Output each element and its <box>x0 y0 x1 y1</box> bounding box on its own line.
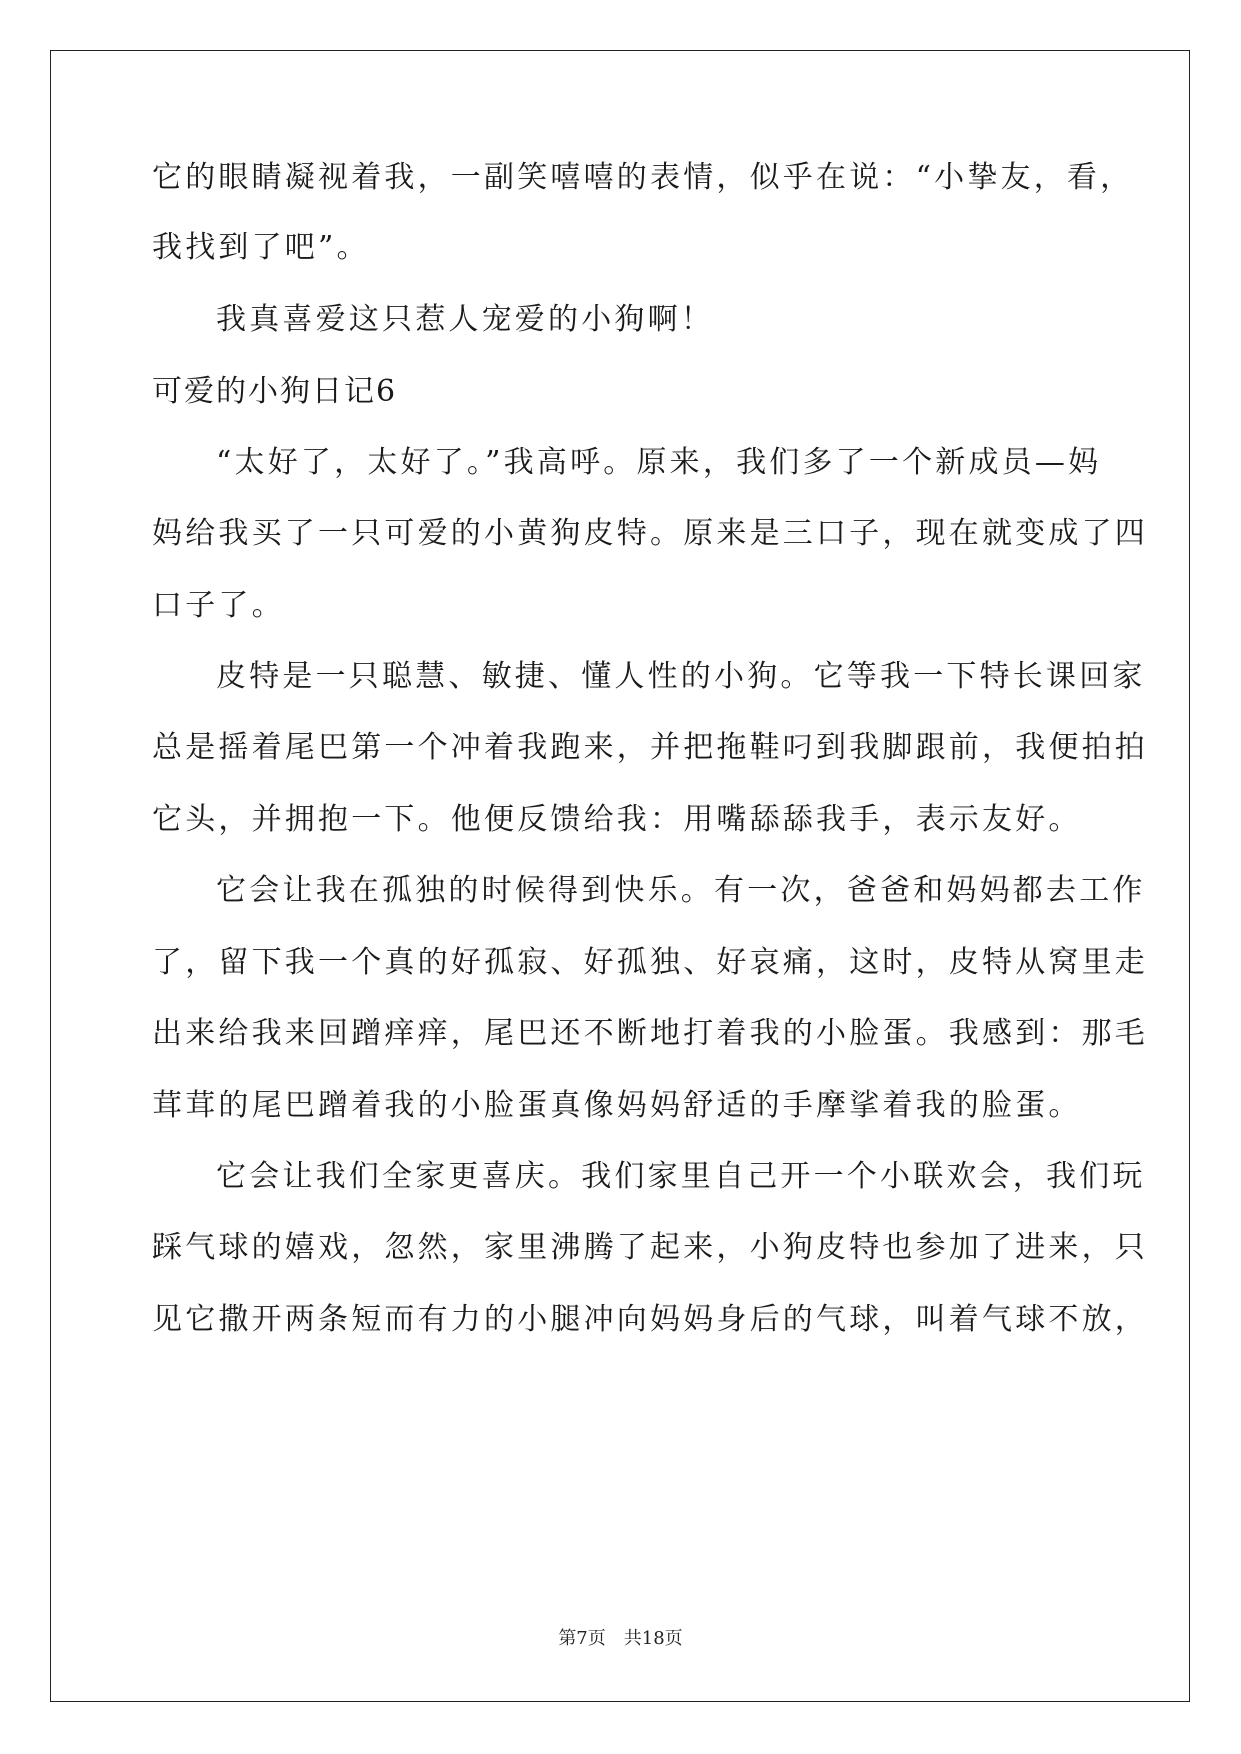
text-line: 它的眼睛凝视着我，一副笑嘻嘻的表情，似乎在说：“小挚友，看， <box>152 160 1134 195</box>
page-footer <box>0 1627 1241 1651</box>
text-line: 出来给我来回蹭痒痒，尾巴还不断地打着我的小脸蛋。我感到：那毛 <box>152 1016 1148 1051</box>
text-line: 它头，并拥抱一下。他便反馈给我：用嘴舔舔我手，表示友好。 <box>152 802 1082 837</box>
paragraph-line: 皮特是一只聪慧、敏捷、懂人性的小狗。它等我一下特长课回家 <box>216 659 1146 694</box>
paragraph-line: 我真喜爱这只惹人宠爱的小狗啊！ <box>216 302 714 337</box>
text-line: 我找到了吧”。 <box>152 230 370 265</box>
page-number: 第7页 <box>558 1628 606 1649</box>
text-line: 踩气球的嬉戏，忽然，家里沸腾了起来，小狗皮特也参加了进来，只 <box>152 1230 1148 1265</box>
text-line: 茸茸的尾巴蹭着我的小脸蛋真像妈妈舒适的手摩挲着我的脸蛋。 <box>152 1088 1082 1123</box>
text-line: 了，留下我一个真的好孤寂、好孤独、好哀痛，这时，皮特从窝里走 <box>152 945 1148 980</box>
text-line: 见它撒开两条短而有力的小腿冲向妈妈身后的气球，叫着气球不放， <box>152 1302 1148 1337</box>
page-total: 共18页 <box>623 1628 683 1649</box>
text-line: 妈给我买了一只可爱的小黄狗皮特。原来是三口子，现在就变成了四 <box>152 516 1148 551</box>
text-line: 口子了。 <box>152 588 285 623</box>
paragraph-line: “太好了，太好了。”我高呼。原来，我们多了一个新成员—妈 <box>216 445 1102 480</box>
text-line: 总是摇着尾巴第一个冲着我跑来，并把拖鞋叼到我脚跟前，我便拍拍 <box>152 730 1148 765</box>
section-title: 可爱的小狗日记6 <box>152 374 398 409</box>
paragraph-line: 它会让我们全家更喜庆。我们家里自己开一个小联欢会，我们玩 <box>216 1159 1146 1194</box>
paragraph-line: 它会让我在孤独的时候得到快乐。有一次，爸爸和妈妈都去工作 <box>216 873 1146 908</box>
